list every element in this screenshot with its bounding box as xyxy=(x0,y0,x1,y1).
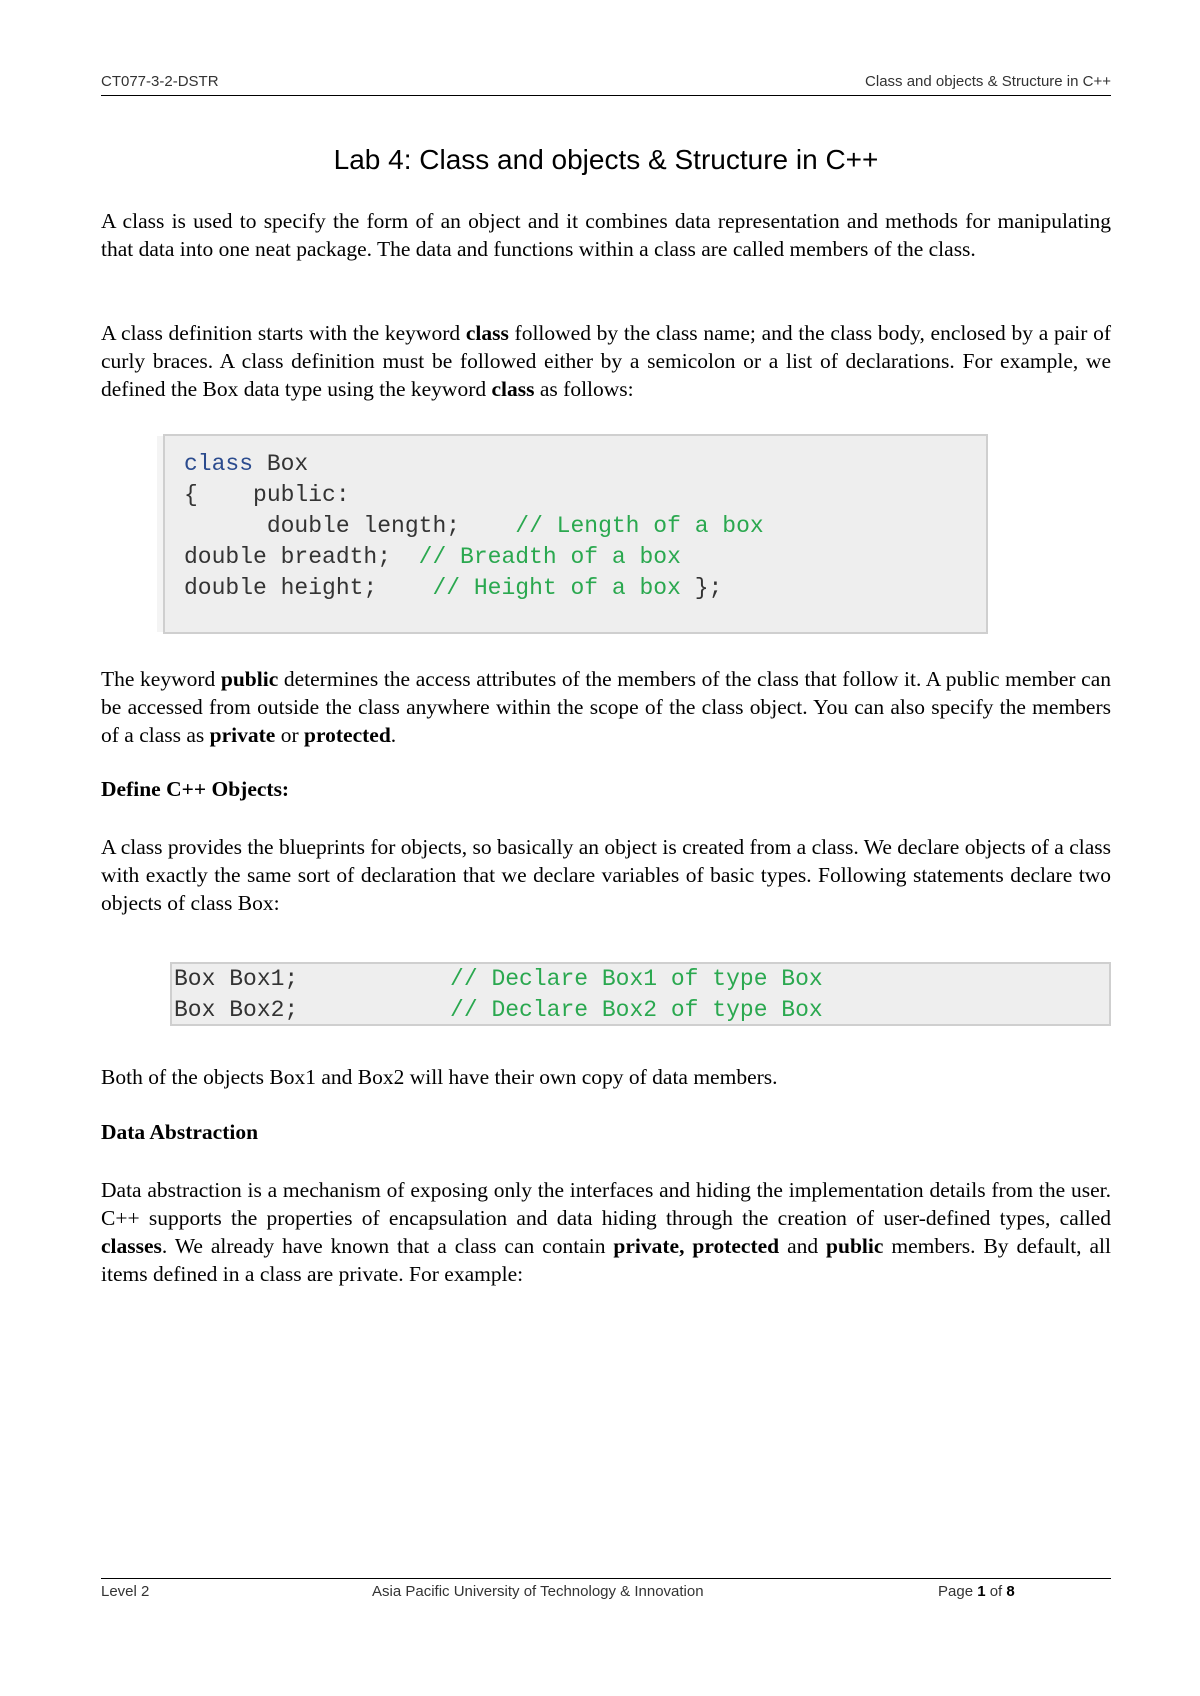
code-line xyxy=(184,449,308,480)
text-run: and xyxy=(779,1234,827,1258)
text-run: . xyxy=(390,723,397,747)
code-text: Box Box1; xyxy=(174,966,451,992)
code-line xyxy=(174,964,823,995)
text-run: The keyword xyxy=(101,667,221,691)
objects-paragraph: A class provides the blueprints for objects, so basically an object is created from a class. We declare objects of a class with exactly the same sort of declaration that we declare variables of basic types. Following statements declare two objects of class Box: xyxy=(101,835,1111,915)
text-run: or xyxy=(275,723,305,747)
code-text: double breadth; xyxy=(184,544,419,570)
intro-paragraph: A class is used to specify the form of an object and it combines data representation and methods for manipulating that data into one neat package. The data and functions within a class are called members of the class. xyxy=(101,209,1111,261)
code-comment: // Length of a box xyxy=(515,513,764,539)
text-run: as follows: xyxy=(534,377,634,401)
footer-level: Level 2 xyxy=(101,1583,150,1600)
page-of: of xyxy=(985,1583,1007,1600)
code-line xyxy=(184,511,764,542)
keyword-classes: classes xyxy=(101,1234,162,1258)
objects-copy-paragraph: Both of the objects Box1 and Box2 will have their own copy of data members. xyxy=(101,1065,778,1089)
keyword-private-protected: private, protected xyxy=(613,1234,780,1258)
footer-page-number xyxy=(938,1583,1015,1600)
keyword-class: class xyxy=(491,377,535,401)
code-keyword: class xyxy=(184,451,254,477)
header-course-code: CT077-3-2-DSTR xyxy=(101,73,219,90)
code-comment: // Breadth of a box xyxy=(418,544,681,570)
keyword-public: public xyxy=(220,667,279,691)
keyword-public: public xyxy=(826,1234,884,1258)
text-run: followed by the class name; and the class body, enclosed by a pair of curly braces. A class definition must be followed either by a semicolon or a list of declarations. For example, we defined the Box data type using the keyword xyxy=(101,321,1111,401)
class-definition-paragraph xyxy=(101,319,1111,403)
header-rule xyxy=(101,95,1111,96)
code-text: double height; xyxy=(184,575,433,601)
page-label: Page xyxy=(938,1583,978,1600)
section-heading-objects: Define C++ Objects: xyxy=(101,777,290,801)
code-line xyxy=(184,573,722,604)
keyword-protected: protected xyxy=(304,723,391,747)
page-current: 1 xyxy=(977,1583,986,1600)
code-line: { public: xyxy=(184,482,350,508)
code-text: Box Box2; xyxy=(174,997,451,1023)
keyword-private: private xyxy=(209,723,276,747)
code-text: double length; xyxy=(184,513,516,539)
code-text: }; xyxy=(680,575,723,601)
code-line xyxy=(174,995,823,1026)
page-title: Lab 4: Class and objects & Structure in C++ xyxy=(333,144,879,175)
code-line xyxy=(184,542,681,573)
section-heading-abstraction: Data Abstraction xyxy=(101,1120,259,1144)
code-comment: // Height of a box xyxy=(432,575,681,601)
text-run: Data abstraction is a mechanism of exposing only the interfaces and hiding the implementation details from the user. C++ supports the properties of encapsulation and data hiding through the creation of user-defined types, called xyxy=(101,1178,1111,1230)
footer-university: Asia Pacific University of Technology & Innovation xyxy=(372,1583,704,1600)
text-run: . We already have known that a class can contain xyxy=(161,1234,614,1258)
text-run: members. By default, all items defined in a class are private. For example: xyxy=(101,1234,1111,1286)
code-comment: // Declare Box2 of type Box xyxy=(450,997,823,1023)
code-block-class-box xyxy=(163,434,988,634)
abstraction-paragraph xyxy=(101,1176,1111,1288)
keyword-class: class xyxy=(465,321,509,345)
page-total: 8 xyxy=(1006,1583,1015,1600)
code-block-objects xyxy=(170,962,1111,1026)
code-text: Box xyxy=(253,451,309,477)
header-topic: Class and objects & Structure in C++ xyxy=(865,73,1111,90)
footer-rule xyxy=(101,1578,1111,1579)
text-run: A class definition starts with the keyword xyxy=(101,321,466,345)
code-comment: // Declare Box1 of type Box xyxy=(450,966,823,992)
text-run: determines the access attributes of the members of the class that follow it. A public member can be accessed from outside the class anywhere within the scope of the class object. You can also specify the members of a class as xyxy=(101,667,1112,747)
access-specifier-paragraph xyxy=(101,665,1111,749)
